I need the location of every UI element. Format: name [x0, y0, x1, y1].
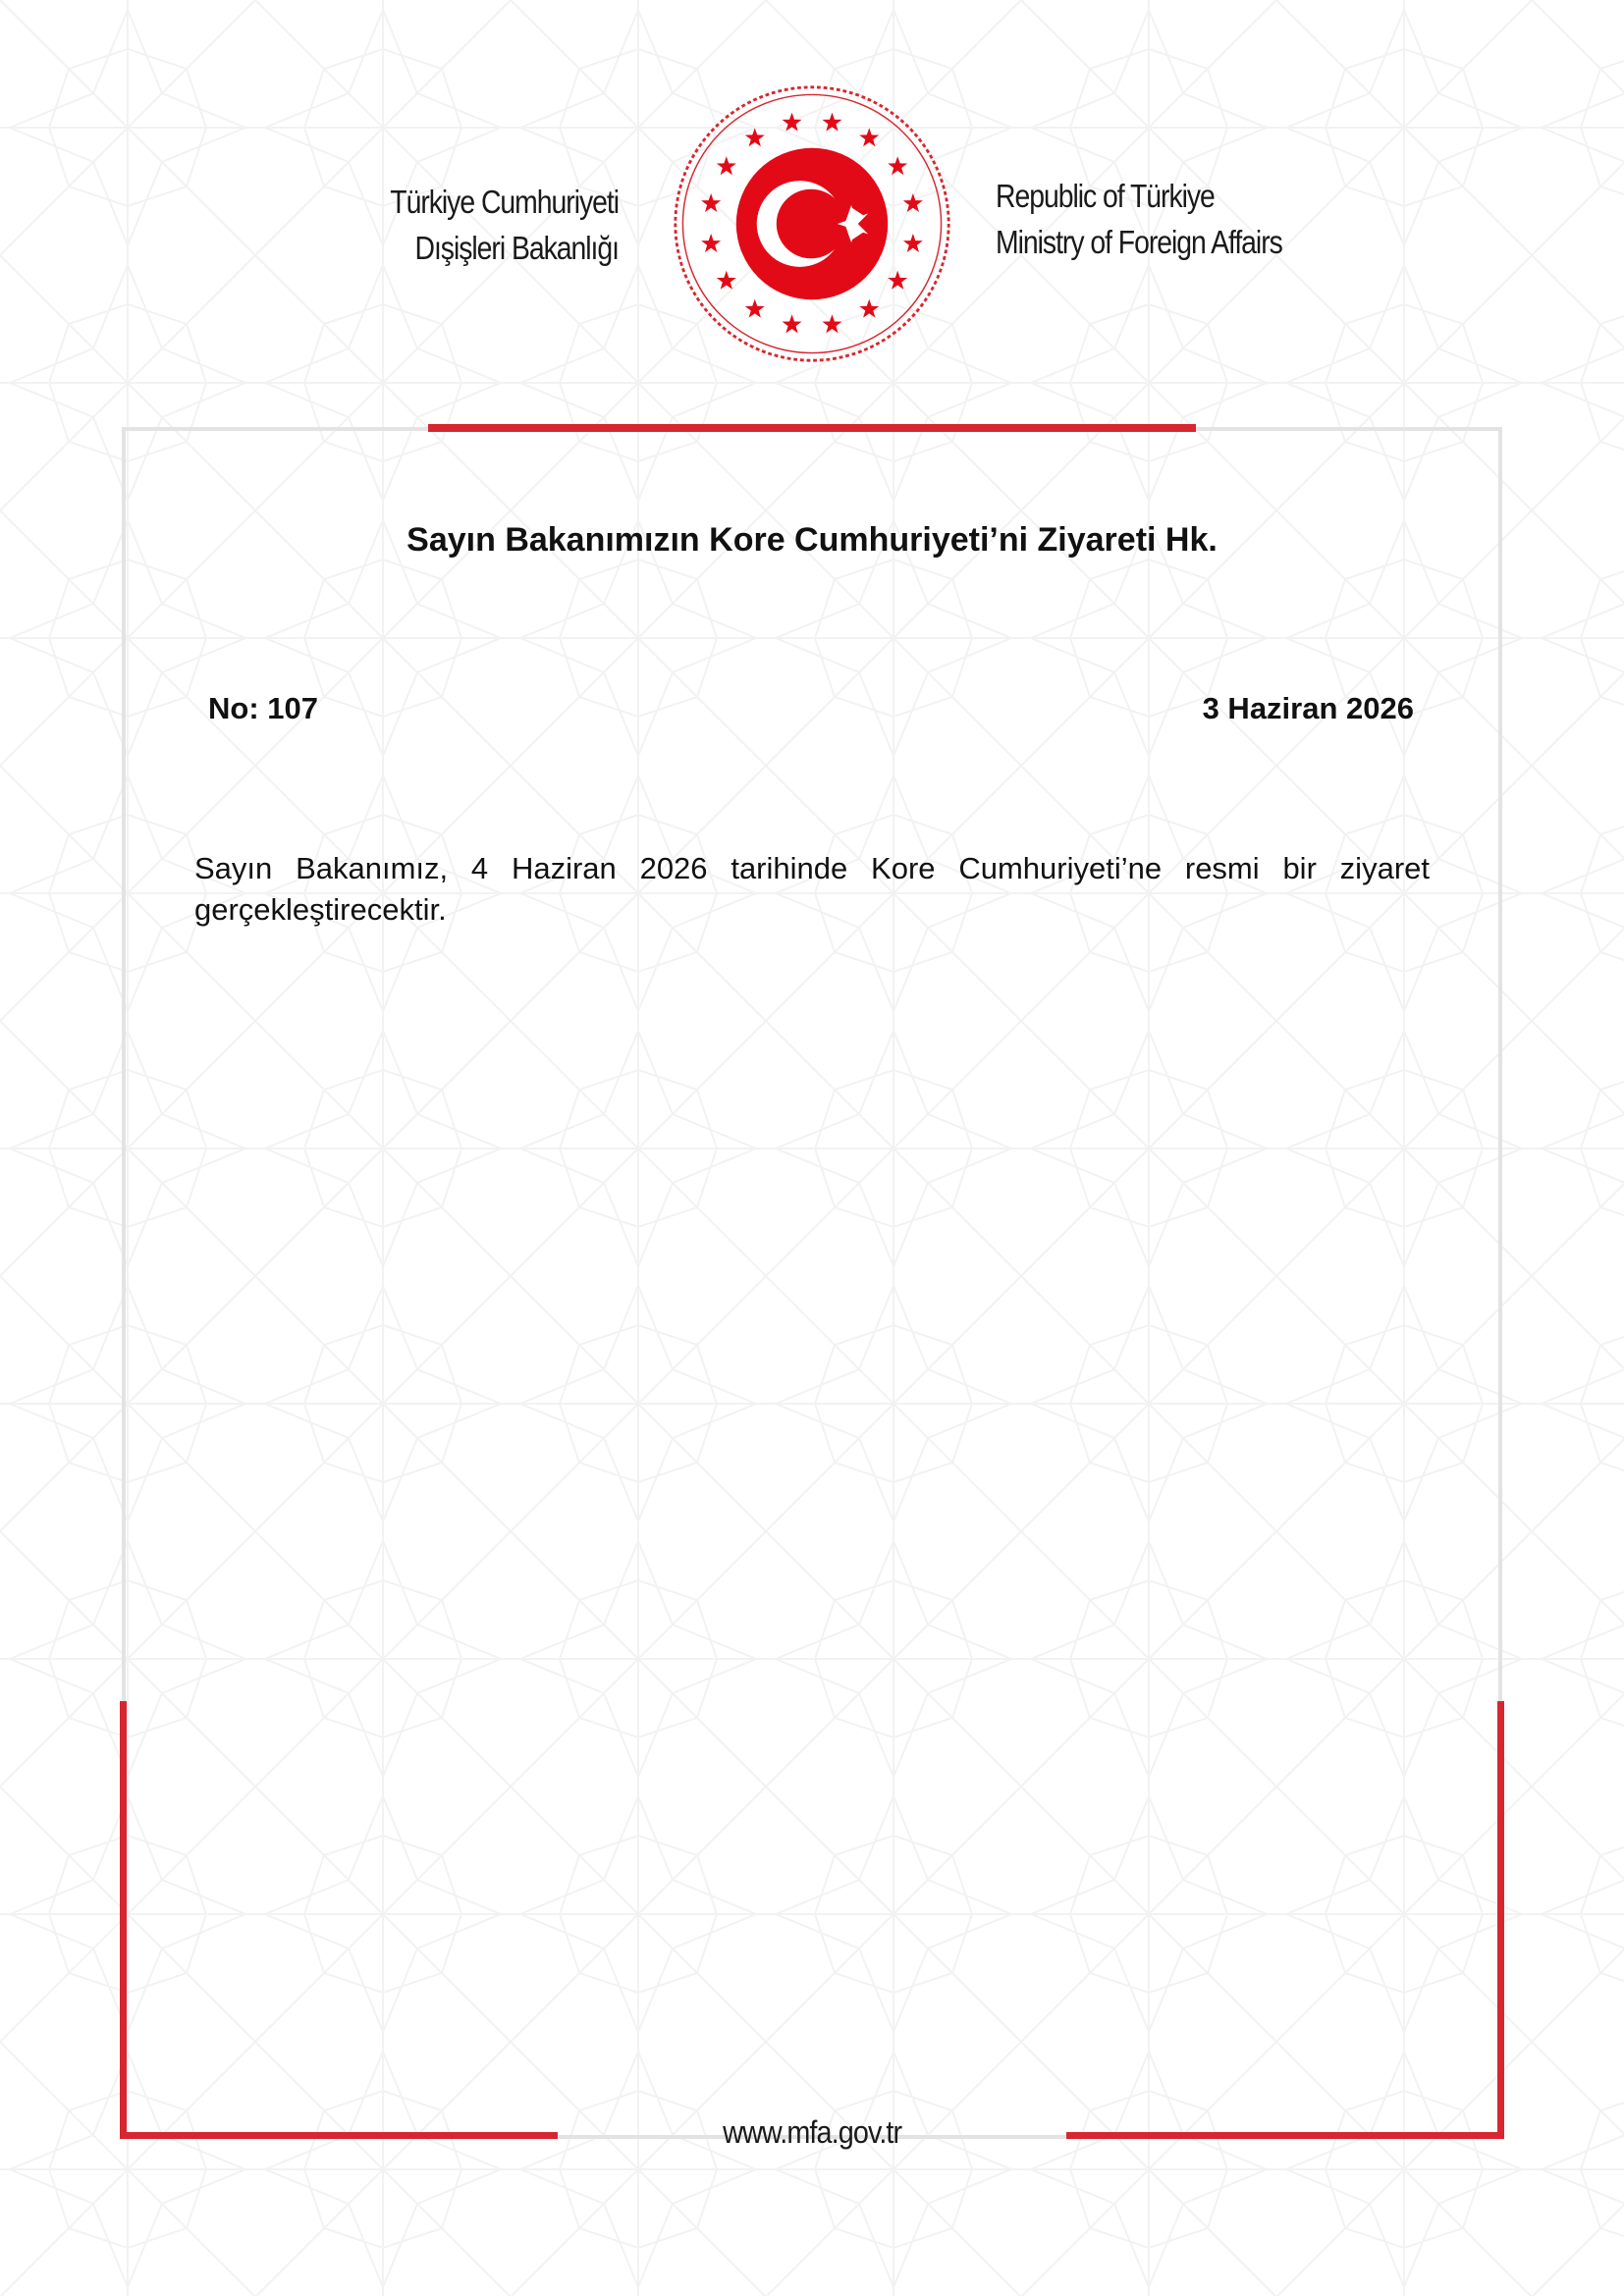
emblem-star-icon — [822, 314, 841, 333]
emblem-star-icon — [903, 193, 923, 212]
emblem-star-icon — [859, 128, 879, 146]
emblem-star-icon — [783, 113, 802, 132]
emblem-star-icon — [888, 271, 907, 290]
emblem-star-icon — [783, 314, 802, 333]
footer-website[interactable] — [0, 2112, 1624, 2152]
header-right-line2: Ministry of Foreign Affairs — [996, 224, 1282, 260]
header-left-line1: Türkiye Cumhuriyeti — [390, 184, 619, 220]
document-body: Sayın Bakanımız, 4 Haziran 2026 tarihinde Kore Cumhuriyeti’ne resmi bir ziyaret gerçekleştirecektir. — [194, 851, 1430, 927]
emblem-star-icon — [859, 299, 879, 318]
website-link[interactable]: www.mfa.gov.tr — [722, 2114, 902, 2150]
emblem-star-icon — [701, 234, 721, 252]
emblem-star-icon — [717, 271, 736, 290]
ministry-name-english — [996, 173, 1333, 265]
emblem-star-icon — [745, 128, 765, 146]
ministry-name-turkish — [340, 179, 619, 271]
emblem-star-icon — [701, 193, 721, 212]
emblem-star-icon — [745, 299, 765, 318]
document-number: No: 107 — [208, 691, 318, 725]
emblem-star-icon — [888, 156, 907, 175]
document-date: 3 Haziran 2026 — [1202, 691, 1414, 725]
emblem-star-icon — [822, 113, 841, 132]
emblem-star-icon — [717, 156, 736, 175]
emblem-star-icon — [903, 234, 923, 252]
header-right-line1: Republic of Türkiye — [996, 178, 1215, 214]
state-emblem-icon — [672, 83, 952, 364]
document-title: Sayın Bakanımızın Kore Cumhuriyeti’ni Ziyareti Hk. — [406, 521, 1218, 559]
header-left-line2: Dışişleri Bakanlığı — [414, 230, 619, 266]
